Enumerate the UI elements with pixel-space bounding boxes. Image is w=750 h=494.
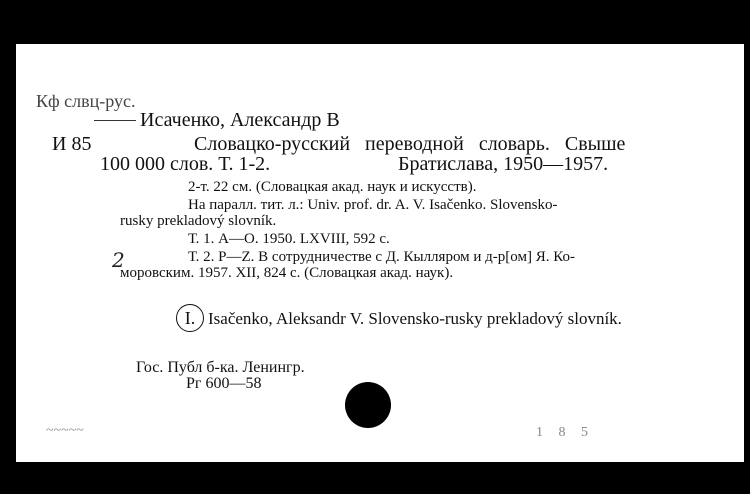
- bottom-marks-right: 1 8 5: [536, 425, 594, 440]
- order-number: Рг 600—58: [186, 375, 262, 392]
- author-heading: Исаченко, Александр В: [140, 109, 340, 131]
- parallel-title-line-1: На паралл. тит. л.: Univ. prof. dr. A. V. Isačenko. Slovensko-: [188, 197, 558, 213]
- volume-1: Т. 1. А—О. 1950. LXVIII, 592 с.: [188, 231, 390, 247]
- library-stamp: Гос. Публ б-ка. Ленингр.: [136, 359, 305, 376]
- added-entry: [176, 304, 622, 332]
- bottom-marks-left: ~~~~~: [46, 423, 84, 438]
- call-number: И 85: [52, 133, 92, 155]
- parallel-title-line-2: rusky prekladový slovník.: [120, 213, 277, 229]
- added-entry-text: Isačenko, Aleksandr V. Slovensko-rusky prekladový slovník.: [208, 309, 622, 328]
- imprint: Братислава, 1950—1957.: [398, 153, 609, 175]
- corner-label: Кф слвц-рус.: [36, 91, 136, 111]
- added-entry-number: I.: [176, 304, 204, 332]
- collation: 2-т. 22 см. (Словацкая акад. наук и искусств).: [188, 179, 477, 195]
- handwritten-mark: 2: [112, 248, 125, 272]
- volume-2-line-1: Т. 2. P—Z. В сотрудничестве с Д. Кылляром и д-р[ом] Я. Ко-: [188, 249, 576, 265]
- title-line-1: Словацко-русский переводной словарь. Свыше: [194, 133, 626, 155]
- punch-hole: [345, 382, 391, 428]
- title-line-2: 100 000 слов. Т. 1-2.: [100, 153, 271, 175]
- volume-2-line-2: моровским. 1957. XII, 824 с. (Словацкая акад. наук).: [120, 265, 454, 281]
- heading-rule: [94, 120, 136, 121]
